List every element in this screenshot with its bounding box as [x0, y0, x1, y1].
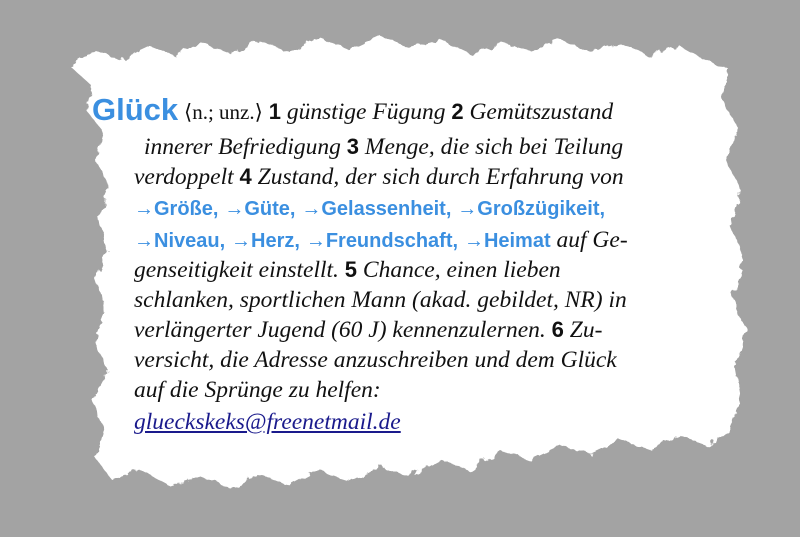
sense-1-text: günstige Fügung: [286, 99, 446, 125]
cross-ref-heimat: →Heimat: [463, 230, 551, 252]
sense-4-text-cont: auf Ge-: [556, 227, 628, 253]
sense-number-3: 3: [346, 134, 360, 159]
sense-5-text-cont: schlanken, sportlichen Mann (akad. gebildet, NR) in: [134, 287, 627, 313]
sense-number-6: 6: [551, 317, 564, 342]
cross-ref-grosszuegikeit: →Großzügikeit,: [457, 198, 606, 220]
cross-ref-grosse: →Größe,: [134, 198, 219, 220]
cross-ref-freundschaft: →Freundschaft,: [305, 230, 459, 252]
sense-3-text-cont: verdoppelt: [134, 164, 234, 190]
entry-line-3: [134, 162, 624, 192]
entry-line-10: [134, 375, 381, 405]
entry-line-2: [144, 132, 623, 162]
sense-4-text: Zustand, der sich durch Erfahrung von: [257, 164, 624, 190]
sense-2-text-cont: innerer Befriedigung: [144, 134, 341, 160]
sense-number-2: 2: [451, 99, 464, 124]
sense-2-text: Gemütszustand: [469, 99, 614, 125]
cross-ref-gelassenheit: →Gelassenheit,: [301, 198, 452, 220]
cross-ref-guete: →Güte,: [224, 198, 296, 220]
email-link[interactable]: glueckskeks@freenetmail.de: [134, 409, 401, 435]
sense-3-text: Menge, die sich bei Teilung: [364, 134, 624, 160]
sense-4-text-end: genseitigkeit einstellt.: [134, 257, 339, 283]
sense-5-text-end: verlängerter Jugend (60 J) kennenzulernen.: [134, 317, 546, 343]
entry-line-4: [134, 193, 605, 224]
sense-6-text: Zu-: [569, 317, 603, 343]
sense-number-1: 1: [268, 99, 281, 124]
headword: Glück: [92, 92, 179, 127]
cross-ref-herz: →Herz,: [231, 230, 300, 252]
sense-5-text: Chance, einen lieben: [362, 257, 561, 283]
entry-line-1: [92, 94, 613, 127]
sense-number-4: 4: [239, 164, 252, 189]
sense-6-text-end: auf die Sprünge zu helfen:: [134, 377, 381, 403]
sense-number-5: 5: [344, 257, 358, 282]
grammar-note: ⟨n.; unz.⟩: [184, 100, 263, 124]
cross-ref-niveau: →Niveau,: [134, 230, 226, 252]
entry-line-7: [134, 285, 627, 315]
sense-6-text-cont: versicht, die Adresse anzuschreiben und dem Glück: [134, 347, 617, 373]
entry-line-9: [134, 345, 617, 375]
entry-line-5: [134, 225, 628, 256]
entry-line-6: [134, 255, 561, 285]
entry-line-11: [134, 407, 401, 437]
entry-line-8: [134, 315, 602, 345]
